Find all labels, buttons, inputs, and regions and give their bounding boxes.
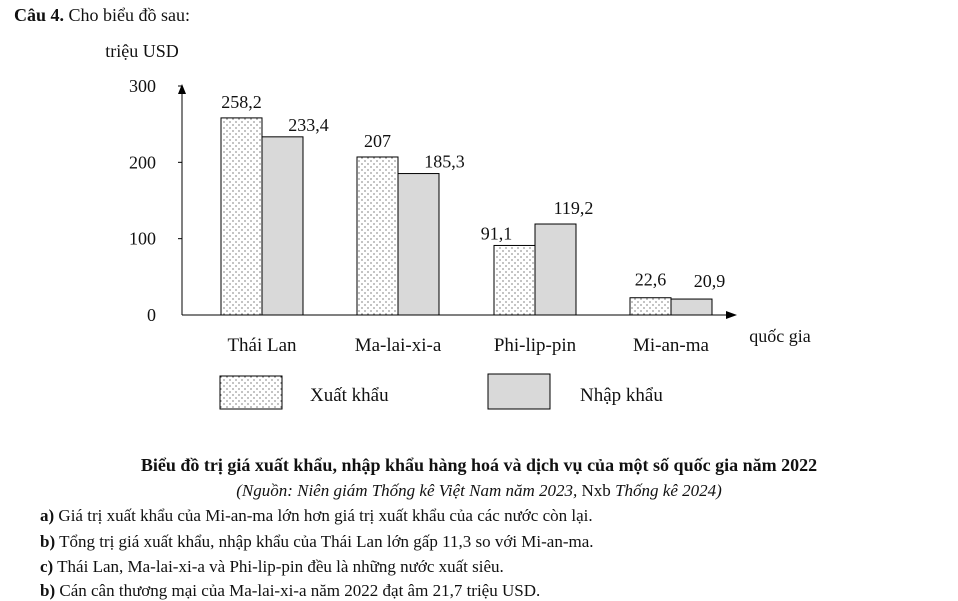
source-prefix: (Nguồn: Niên giám Thống kê Việt Nam năm 2023, (236, 481, 578, 500)
data-label: 22,6 (634, 269, 667, 290)
source-suffix: Thống kê 2024) (610, 481, 722, 500)
bar-export (357, 157, 398, 315)
data-label: 207 (364, 130, 391, 151)
bar-import (398, 174, 439, 315)
legend-label-export: Xuất khẩu (310, 385, 389, 406)
bar-import (262, 137, 303, 315)
x-tick-label: Thái Lan (227, 335, 297, 356)
y-tick-label: 0 (147, 305, 156, 325)
statement-c-label: c) (40, 557, 54, 576)
statement-b-label: b) (40, 532, 56, 551)
chart-source (0, 481, 958, 501)
x-tick-label: Ma-lai-xi-a (354, 335, 442, 356)
bar-export (221, 118, 262, 315)
data-label: 91,1 (480, 223, 513, 244)
bar-import (535, 224, 576, 315)
y-axis-title: triệu USD (105, 41, 179, 61)
x-axis-arrow (726, 311, 737, 319)
statement-d-label: b) (40, 581, 56, 600)
statement-b-text: Tổng trị giá xuất khẩu, nhập khẩu của Thái Lan lớn gấp 11,3 so với Mi-an-ma. (55, 532, 594, 551)
y-tick-label: 300 (129, 76, 156, 96)
y-tick-label: 200 (129, 152, 156, 173)
x-tick-label: Phi-lip-pin (493, 335, 577, 356)
data-label: 185,3 (424, 151, 465, 172)
bar-import (671, 299, 712, 315)
source-publisher: Nxb (577, 481, 611, 500)
statement-a-text: Giá trị xuất khẩu của Mi-an-ma lớn hơn giá trị xuất khẩu của các nước còn lại. (54, 506, 593, 525)
legend-swatch-import (488, 374, 550, 409)
statement-b (40, 532, 594, 552)
statement-c-text: Thái Lan, Ma-lai-xi-a và Phi-lip-pin đều là những nước xuất siêu. (53, 557, 504, 576)
statement-a (40, 506, 593, 526)
legend-swatch-export (220, 376, 282, 409)
y-tick-label: 100 (129, 228, 156, 249)
data-label: 20,9 (693, 271, 726, 292)
x-axis-title: quốc gia (749, 326, 811, 346)
statement-c (40, 557, 504, 577)
legend-label-import: Nhập khẩu (580, 385, 663, 406)
question-text: Cho biểu đồ sau: (68, 5, 191, 25)
chart-title: Biểu đồ trị giá xuất khẩu, nhập khẩu hàng hoá và dịch vụ của một số quốc gia năm 2022 (140, 455, 818, 475)
bar-export (630, 298, 671, 315)
question-label: Câu 4. (14, 5, 65, 25)
statement-d-text: Cán cân thương mại của Ma-lai-xi-a năm 2022 đạt âm 21,7 triệu USD. (55, 581, 541, 600)
statement-a-label: a) (40, 506, 55, 525)
statement-d (40, 581, 540, 601)
data-label: 258,2 (221, 91, 262, 112)
data-label: 119,2 (553, 198, 594, 219)
x-tick-label: Mi-an-ma (633, 335, 709, 356)
data-label: 233,4 (288, 114, 329, 135)
bar-export (494, 245, 535, 315)
